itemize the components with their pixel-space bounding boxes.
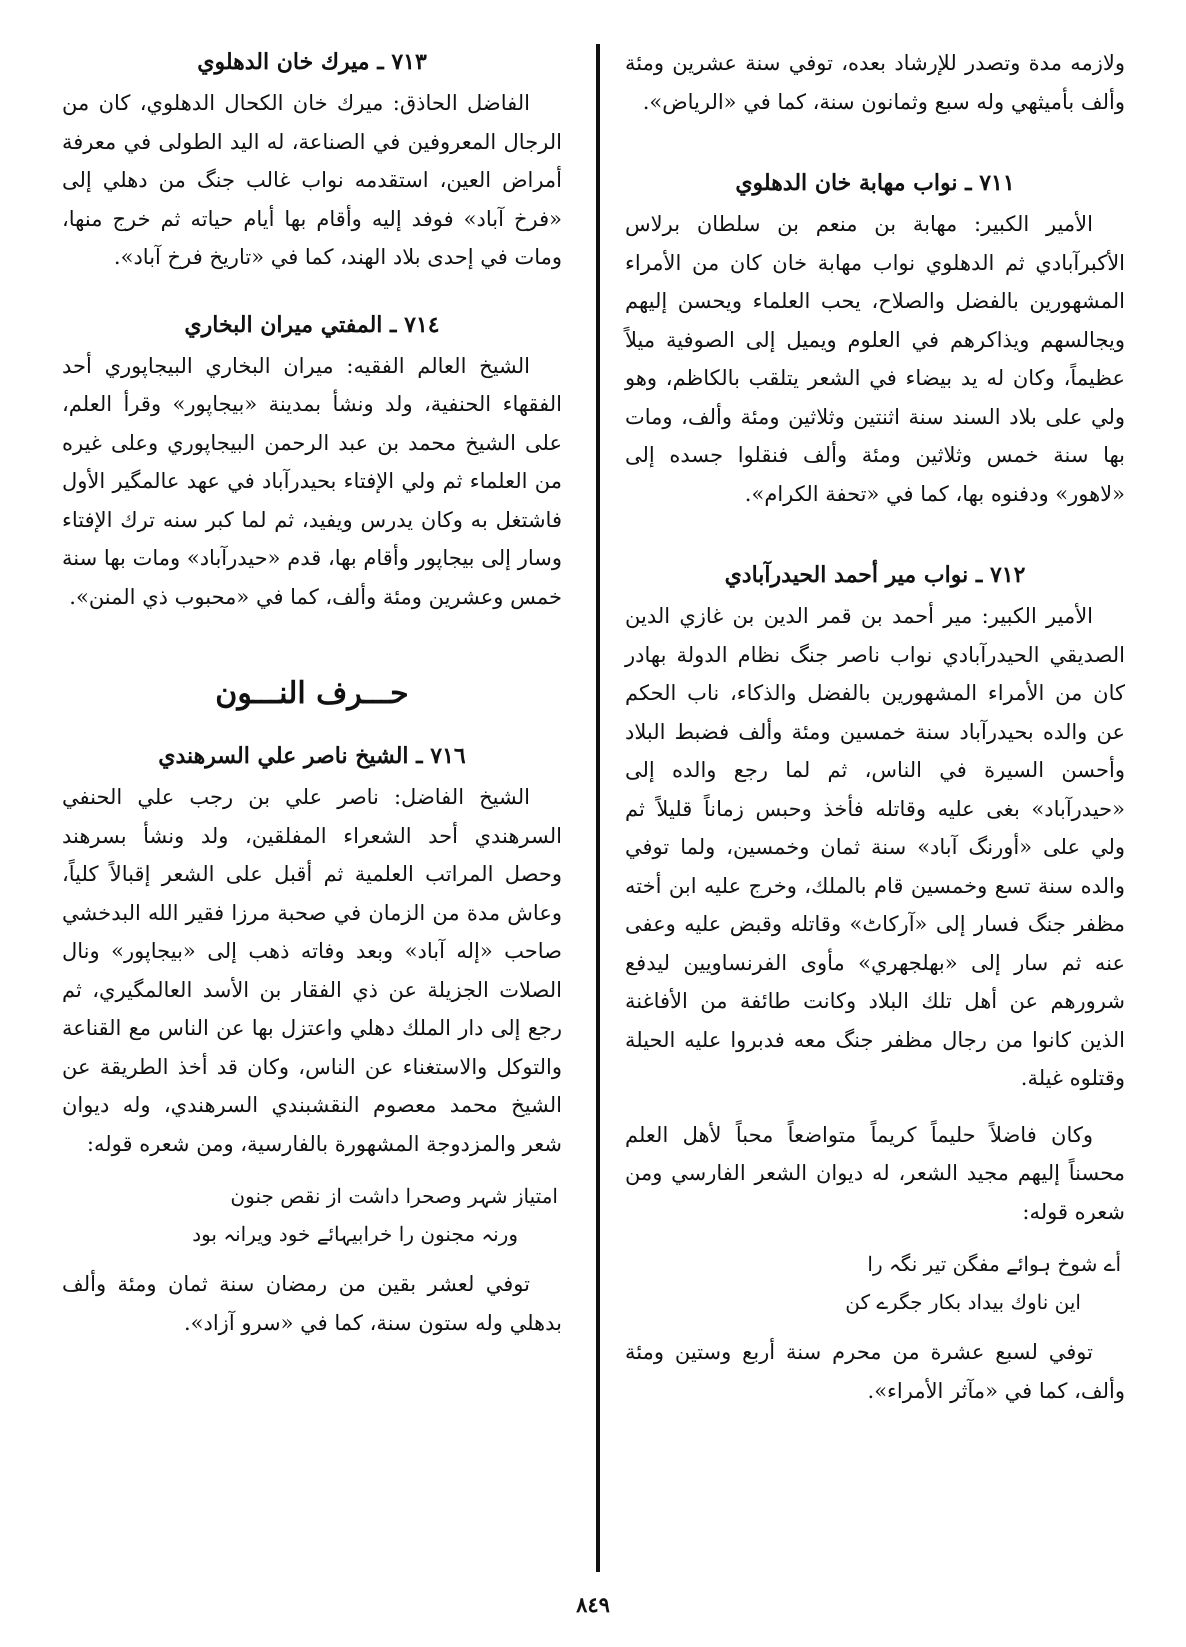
letter-section-heading bbox=[62, 674, 562, 714]
entry-title-714: ٧١٤ ـ المفتي ميران البخاري bbox=[184, 311, 440, 338]
entry-body-712-part2: وكان فاضلاً حليماً كريماً متواضعاً محباً لأهل العلم محسناً إليهم مجيد الشعر، له ديوان الشعر الفارسي ومن شعره قوله: bbox=[625, 1122, 1125, 1224]
poem-line: امتیاز شہر وصحرا داشت از نقص جنون bbox=[230, 1184, 558, 1208]
poem-line: این ناوك بیداد بکار جگرے كن bbox=[845, 1290, 1081, 1314]
poem-line: ورنہ مجنون را خرابیہائے خود ویرانہ بود bbox=[192, 1222, 518, 1246]
entry-body-714: الشيخ العالم الفقيه: ميران البخاري البيجاپوري أحد الفقهاء الحنفية، ولد ونشأ بمدينة «بيجاپور» وقرأ العلم، على الشيخ محمد بن عبد الرحمن البيجاپوري وعلى غيره من العلماء ثم ولي الإفتاء بحيدرآباد في عهد عالمگير الأول فاشتغل به وكان يدرس ويفيد، ثم لما كبر سنه ترك الإفتاء وسار إلى بيجاپور وأقام بها، قدم «حيدرآباد» ومات بها سنة خمس وعشرين ومئة وألف، كما في «محبوب ذي المنن». bbox=[62, 353, 562, 609]
left-column bbox=[62, 44, 562, 1342]
entry-title-711: ٧١١ ـ نواب مهابة خان الدهلوي bbox=[735, 170, 1015, 196]
entry-body-711: الأمير الكبير: مهابة بن منعم بن سلطان برلاس الأكبرآبادي ثم الدهلوي نواب مهابة خان كان من الأمراء المشهورين بالفضل والصلاح، يحب العلماء ويحسن إليهم ويجالسهم ويذاكرهم في العلوم ويميل إلى الصوفية ميلاً عظيماً، وكان له يد بيضاء في الشعر يتلقب بالكاظم، وهو ولي على بلاد السند سنة اثنتين وثلاثين ومئة وألف، ومات بها سنة خمس وثلاثين ومئة وألف فنقلوا جسده إلى «لاهور» ودفنوه بها، كما في «تحفة الكرام». bbox=[625, 212, 1125, 506]
letter-heading-text: حـــرف النـــون bbox=[215, 676, 409, 711]
entry-title-716: ٧١٦ ـ الشيخ ناصر علي السرهندي bbox=[158, 743, 466, 769]
poem-line: أے شوخ ہوائے مفگن تیر نگہ را bbox=[867, 1252, 1121, 1276]
entry-body-712-part3: توفي لسبع عشرة من محرم سنة أربع وستين ومئة وألف، كما في «مآثر الأمراء». bbox=[625, 1340, 1125, 1403]
entry-body-716: الشيخ الفاضل: ناصر علي بن رجب علي الحنفي السرهندي أحد الشعراء المفلقين، ولد ونشأ بسرهند وحصل المراتب العلمية ثم أقبل على الشعر إقبالاً كلياً، وعاش مدة من الزمان في صحبة مرزا فقير الله البدخشي صاحب «إله آباد» وبعد وفاته ذهب إلى «بيجاپور» ونال الصلات الجزيلة عن ذي الفقار بن الأسد العالمگيري، ثم رجع إلى دار الملك دهلي واعتزل بها عن الناس مع القناعة والتوكل والاستغناء عن الناس، وكان قد أخذ الطريقة عن الشيخ محمد معصوم النقشبندي السرهندي، وله ديوان شعر والمزدوجة المشهورة بالفارسية، ومن شعره قوله: bbox=[62, 785, 562, 1156]
column-divider bbox=[596, 44, 600, 1572]
poem-712 bbox=[625, 1245, 1125, 1321]
entry-title-712: ٧١٢ ـ نواب مير أحمد الحيدرآبادي bbox=[724, 562, 1026, 588]
right-column bbox=[625, 44, 1125, 1410]
poem-716 bbox=[62, 1177, 562, 1253]
entry-body-713: الفاضل الحاذق: ميرك خان الكحال الدهلوي، كان من الرجال المعروفين في الصناعة، له اليد الطولى في معرفة أمراض العين، استقدمه نواب غالب جنگ من دهلي إلى «فرخ آباد» فوفد إليه وأقام بها أيام حياته ثم خرج منها، ومات في إحدى بلاد الهند، كما في «تاريخ فرخ آباد». bbox=[62, 91, 562, 269]
entry-body-712: الأمير الكبير: مير أحمد بن قمر الدين بن غازي الدين الصديقي الحيدرآبادي نواب ناصر جنگ نظام الدولة بهادر كان من الأمراء المشهورين بالفضل والذكاء، ناب الحكم عن والده بحيدرآباد سنة خمسين ومئة وألف فضبط البلاد وأحسن السيرة في الناس، ثم لما رجع والده إلى «حيدرآباد» بغى عليه وقاتله فأخذ وحبس زماناً قليلاً ثم ولي على «أورنگ آباد» سنة ثمان وخمسين، ولما توفي والده سنة تسع وخمسين قام بالملك، وخرج عليه ابن أخته مظفر جنگ فسار إلى «آركاٹ» وقاتله وقبض عليه وعفى عنه ثم سار إلى «بهلجهري» مأوى الفرنساويين ليدفع شرورهم عن أهل تلك البلاد وكانت طائفة من الأفاغنة الذين كانوا من رجال مظفر جنگ معه فدبروا عليه الحيلة وقتلوه غيلة. bbox=[625, 604, 1125, 1090]
continued-paragraph: ولازمه مدة وتصدر للإرشاد بعده، توفي سنة عشرين ومئة وألف بأميثهي وله سبع وثمانون سنة، كما في «الرياض». bbox=[625, 51, 1125, 114]
entry-title-713: ٧١٣ ـ ميرك خان الدهلوي bbox=[197, 49, 427, 75]
entry-body-716-part2: توفي لعشر بقين من رمضان سنة ثمان ومئة وألف بدهلي وله ستون سنة، كما في «سرو آزاد». bbox=[62, 1272, 562, 1335]
page-number: ٨٤٩ bbox=[576, 1592, 610, 1617]
